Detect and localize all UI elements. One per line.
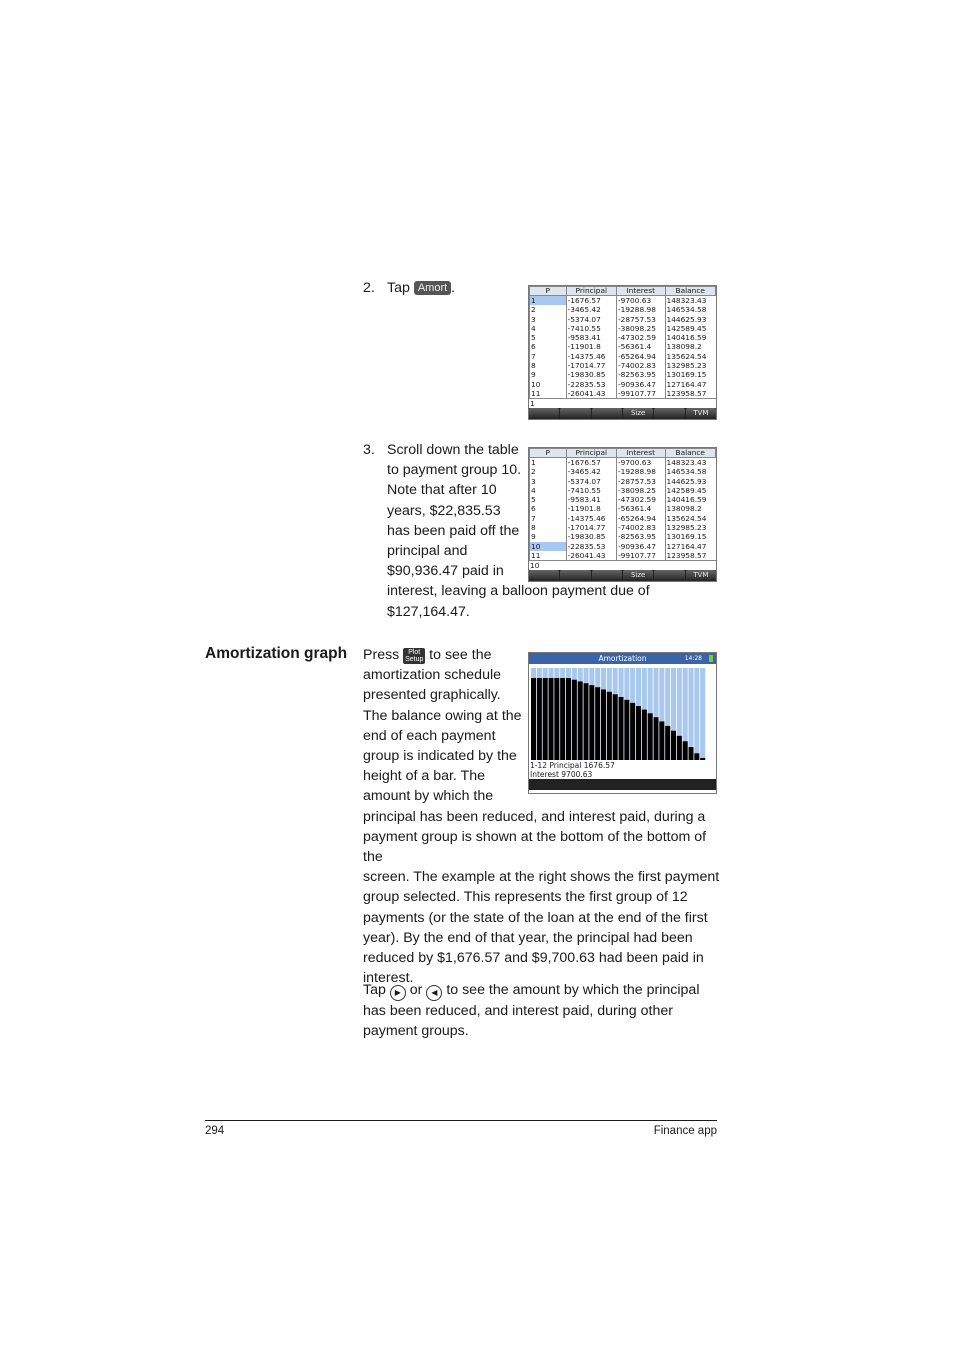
table-row[interactable] xyxy=(530,370,716,379)
tap-line-3: payment groups. xyxy=(363,1023,469,1040)
battery-icon xyxy=(709,655,713,662)
tap-line-1: to see the amount by which the principal xyxy=(446,982,700,998)
step3-line: principal and xyxy=(387,543,468,560)
table-row[interactable] xyxy=(530,467,716,476)
table-cell: -74002.83 xyxy=(616,361,665,370)
table-cell: 2 xyxy=(530,467,567,476)
table-cell: 138098.2 xyxy=(665,342,716,351)
balance-bar[interactable] xyxy=(543,678,548,760)
graph-line: to see the xyxy=(429,647,492,663)
table-cell: 10 xyxy=(530,380,567,389)
graph-line: amortization schedule xyxy=(363,667,502,684)
softkey[interactable] xyxy=(654,570,684,581)
table-cell: -38098.25 xyxy=(616,324,665,333)
table-cell: 127164.47 xyxy=(665,542,716,551)
table-cell: 140416.59 xyxy=(665,495,716,504)
table-cell: 135624.54 xyxy=(665,514,716,523)
balance-bar[interactable] xyxy=(677,736,682,760)
table-cell: -7410.55 xyxy=(566,324,616,333)
table-row[interactable] xyxy=(530,477,716,486)
graph-title-bar xyxy=(529,653,716,664)
left-arrow-key-icon: ◀ xyxy=(426,985,442,1001)
graph-line: payment group is shown at the bottom of the bottom of the xyxy=(363,828,707,866)
step-number: 2. xyxy=(363,280,375,296)
table-cell: -9583.41 xyxy=(566,495,616,504)
amort-key: Amort xyxy=(414,281,451,295)
balance-bar[interactable] xyxy=(549,678,554,760)
table-cell: 130169.15 xyxy=(665,370,716,379)
softkey-menu xyxy=(529,570,716,581)
table-cell: -19830.85 xyxy=(566,370,616,379)
amortization-table-screen-1 xyxy=(528,285,717,420)
table-row[interactable] xyxy=(530,315,716,324)
status-principal: 1-12 Principal 1676.57 xyxy=(530,761,615,770)
balance-bar[interactable] xyxy=(671,731,676,760)
table-cell: -56361.4 xyxy=(616,342,665,351)
plot-key-bottom: Setup xyxy=(405,656,424,663)
table-cell: -19288.98 xyxy=(616,467,665,476)
table-cell: -11901.8 xyxy=(566,342,616,351)
table-row[interactable] xyxy=(530,514,716,523)
graph-line: amount by which the xyxy=(363,788,494,805)
table-cell: -26041.43 xyxy=(566,551,616,560)
table-cell: -82563.95 xyxy=(616,532,665,541)
table-cell: -28757.53 xyxy=(616,315,665,324)
table-cell: 142589.45 xyxy=(665,324,716,333)
table-cell: -22835.53 xyxy=(566,380,616,389)
or-word: or xyxy=(409,982,423,998)
column-header: Principal xyxy=(566,449,616,458)
amortization-table-screen-2 xyxy=(528,447,717,582)
table-cell: 9 xyxy=(530,532,567,541)
tap-word: Tap xyxy=(363,982,386,998)
table-cell: -56361.4 xyxy=(616,504,665,513)
press-word: Press xyxy=(363,647,400,663)
table-cell: -5374.07 xyxy=(566,477,616,486)
table-cell: 4 xyxy=(530,486,567,495)
section-heading: Amortization graph xyxy=(205,645,348,662)
step3-line: Scroll down the table xyxy=(387,442,519,458)
table-cell: -9700.63 xyxy=(616,458,665,468)
step3-line: has been paid off the xyxy=(387,522,520,539)
amortization-graph-screen xyxy=(528,652,717,794)
table-cell: -28757.53 xyxy=(616,477,665,486)
table-row[interactable] xyxy=(530,361,716,370)
softkey[interactable]: TVM xyxy=(686,570,716,581)
step-number: 3. xyxy=(363,442,375,458)
step2-period: . xyxy=(451,280,456,296)
balance-bar[interactable] xyxy=(636,706,641,760)
balance-bar[interactable] xyxy=(595,687,600,760)
table-cell: 4 xyxy=(530,324,567,333)
table-cell: 148323.43 xyxy=(665,296,716,306)
table-cell: 7 xyxy=(530,514,567,523)
table-cell: 3 xyxy=(530,315,567,324)
graph-line: end of each payment xyxy=(363,727,496,744)
table-cell: -82563.95 xyxy=(616,370,665,379)
table-row[interactable] xyxy=(530,458,716,468)
graph-line: group is indicated by the xyxy=(363,748,517,765)
table-cell: 123958.57 xyxy=(665,389,716,398)
table-cell: 138098.2 xyxy=(665,504,716,513)
plot-setup-key-icon xyxy=(403,648,425,664)
column-header: P xyxy=(530,449,567,458)
softkey[interactable] xyxy=(560,408,590,419)
softkey-menu xyxy=(529,408,716,419)
table-cell: -3465.42 xyxy=(566,305,616,314)
step3-line: years, $22,835.53 xyxy=(387,502,501,519)
table-cell: -99107.77 xyxy=(616,551,665,560)
table-cell: 5 xyxy=(530,495,567,504)
table-cell: 130169.15 xyxy=(665,532,716,541)
softkey-menu xyxy=(529,779,716,790)
table-row[interactable] xyxy=(530,532,716,541)
table-cell: 9 xyxy=(530,370,567,379)
table-row[interactable] xyxy=(530,324,716,333)
clock: 14:28 xyxy=(684,655,702,662)
bar-background xyxy=(689,668,694,760)
table-row[interactable] xyxy=(530,486,716,495)
table-row[interactable] xyxy=(530,296,716,306)
table-cell: -65264.94 xyxy=(616,352,665,361)
graph-line: interest. xyxy=(363,970,414,987)
table-cell: 146534.58 xyxy=(665,305,716,314)
table-cell: -5374.07 xyxy=(566,315,616,324)
softkey[interactable] xyxy=(654,408,684,419)
balance-bar[interactable] xyxy=(554,678,559,760)
table-cell: -22835.53 xyxy=(566,542,616,551)
amortization-table xyxy=(529,448,716,560)
amortization-chart xyxy=(529,664,716,761)
table-cell: -65264.94 xyxy=(616,514,665,523)
table-row[interactable] xyxy=(530,542,716,551)
graph-line: presented graphically. xyxy=(363,687,501,704)
bar-background xyxy=(694,668,699,760)
column-header: Interest xyxy=(616,287,665,296)
table-cell: -9583.41 xyxy=(566,333,616,342)
table-cell: -47302.59 xyxy=(616,495,665,504)
step3-line: $127,164.47. xyxy=(387,603,470,620)
table-cell: -19288.98 xyxy=(616,305,665,314)
table-cell: 8 xyxy=(530,361,567,370)
table-row[interactable] xyxy=(530,380,716,389)
status-interest: Interest 9700.63 xyxy=(530,770,593,779)
balance-bar[interactable] xyxy=(572,680,577,760)
balance-bar[interactable] xyxy=(566,678,571,760)
column-header: Balance xyxy=(665,449,716,458)
table-cell: -19830.85 xyxy=(566,532,616,541)
table-cell: -90936.47 xyxy=(616,380,665,389)
softkey[interactable] xyxy=(592,408,622,419)
table-cell: -1676.57 xyxy=(566,458,616,468)
softkey[interactable] xyxy=(529,408,559,419)
table-cell: 127164.47 xyxy=(665,380,716,389)
step3-line: interest, leaving a balloon payment due of xyxy=(387,583,650,600)
table-row[interactable] xyxy=(530,495,716,504)
graph-line: principal has been reduced, and interest paid, during a xyxy=(363,808,706,825)
plot-key-top: Plot xyxy=(408,649,421,656)
softkey[interactable] xyxy=(560,570,590,581)
table-cell: -14375.46 xyxy=(566,352,616,361)
balance-bar[interactable] xyxy=(613,694,618,760)
table-row[interactable] xyxy=(530,333,716,342)
table-cell: -38098.25 xyxy=(616,486,665,495)
step3-line: to payment group 10. xyxy=(387,462,522,479)
balance-bar[interactable] xyxy=(694,753,699,760)
table-cell: 132985.23 xyxy=(665,361,716,370)
graph-line: reduced by $1,676.57 and $9,700.63 had been paid in xyxy=(363,950,704,967)
column-header: P xyxy=(530,287,567,296)
table-row[interactable] xyxy=(530,504,716,513)
column-header: Interest xyxy=(616,449,665,458)
table-cell: -7410.55 xyxy=(566,486,616,495)
graph-line: year). By the end of that year, the principal had been xyxy=(363,929,693,946)
table-cell: 5 xyxy=(530,333,567,342)
table-cell: 140416.59 xyxy=(665,333,716,342)
table-cell: 3 xyxy=(530,477,567,486)
tap-line-2: has been reduced, and interest paid, during other xyxy=(363,1003,673,1019)
table-cell: 142589.45 xyxy=(665,486,716,495)
step2-tap: Tap xyxy=(387,280,410,296)
balance-bar[interactable] xyxy=(531,678,536,760)
table-cell: 144625.93 xyxy=(665,477,716,486)
input-line: 10 xyxy=(529,560,716,570)
balance-bar[interactable] xyxy=(624,700,629,760)
softkey[interactable] xyxy=(592,570,622,581)
input-line: 1 xyxy=(529,398,716,408)
graph-title: Amortization xyxy=(598,654,647,663)
footer-section: Finance app xyxy=(653,1125,717,1137)
footer-rule xyxy=(205,1120,717,1121)
balance-bar[interactable] xyxy=(654,717,659,760)
page-number: 294 xyxy=(205,1125,225,1137)
graph-line: The balance owing at the xyxy=(363,707,522,724)
balance-bar[interactable] xyxy=(700,758,705,760)
tap-paragraph xyxy=(363,980,723,1041)
table-cell: -17014.77 xyxy=(566,523,616,532)
table-row[interactable] xyxy=(530,551,716,560)
balance-bar[interactable] xyxy=(601,689,606,760)
balance-bar[interactable] xyxy=(648,713,653,760)
softkey[interactable]: TVM xyxy=(686,408,716,419)
balance-bar[interactable] xyxy=(665,726,670,760)
table-row[interactable] xyxy=(530,342,716,351)
bar-background xyxy=(700,668,705,760)
table-cell: 2 xyxy=(530,305,567,314)
table-row[interactable] xyxy=(530,305,716,314)
table-cell: 132985.23 xyxy=(665,523,716,532)
balance-bar[interactable] xyxy=(683,741,688,760)
step3-line: Note that after 10 xyxy=(387,482,497,499)
balance-bar[interactable] xyxy=(584,683,589,760)
table-cell: -1676.57 xyxy=(566,296,616,306)
table-cell: 144625.93 xyxy=(665,315,716,324)
table-cell: 1 xyxy=(530,296,567,306)
table-cell: 1 xyxy=(530,458,567,468)
softkey[interactable]: Size xyxy=(623,570,653,581)
table-cell: -90936.47 xyxy=(616,542,665,551)
balance-bar[interactable] xyxy=(589,685,594,760)
table-row[interactable] xyxy=(530,389,716,398)
table-cell: 10 xyxy=(530,542,567,551)
table-cell: 6 xyxy=(530,342,567,351)
table-row[interactable] xyxy=(530,523,716,532)
graph-line: height of a bar. The xyxy=(363,768,485,785)
balance-bar[interactable] xyxy=(560,678,565,760)
graph-line: screen. The example at the right shows the first payment xyxy=(363,869,720,886)
step2-text xyxy=(387,278,455,298)
balance-bar[interactable] xyxy=(630,703,635,760)
table-cell: -99107.77 xyxy=(616,389,665,398)
softkey[interactable] xyxy=(529,570,559,581)
table-cell: -17014.77 xyxy=(566,361,616,370)
table-cell: 135624.54 xyxy=(665,352,716,361)
table-cell: 7 xyxy=(530,352,567,361)
table-cell: 11 xyxy=(530,551,567,560)
amortization-table xyxy=(529,286,716,398)
balance-bar[interactable] xyxy=(642,710,647,760)
balance-bar[interactable] xyxy=(689,747,694,760)
table-cell: -14375.46 xyxy=(566,514,616,523)
table-cell: 146534.58 xyxy=(665,467,716,476)
table-row[interactable] xyxy=(530,352,716,361)
table-cell: -26041.43 xyxy=(566,389,616,398)
balance-bar[interactable] xyxy=(537,678,542,760)
column-header: Balance xyxy=(665,287,716,296)
balance-bar[interactable] xyxy=(607,692,612,760)
table-cell: 8 xyxy=(530,523,567,532)
table-cell: -74002.83 xyxy=(616,523,665,532)
column-header: Principal xyxy=(566,287,616,296)
table-cell: 148323.43 xyxy=(665,458,716,468)
table-cell: -11901.8 xyxy=(566,504,616,513)
balance-bar[interactable] xyxy=(578,681,583,760)
graph-line: group selected. This represents the first group of 12 xyxy=(363,889,688,906)
table-cell: -9700.63 xyxy=(616,296,665,306)
table-cell: 6 xyxy=(530,504,567,513)
table-cell: -47302.59 xyxy=(616,333,665,342)
graph-line: payments (or the state of the loan at the end of the first xyxy=(363,909,708,926)
balance-bar[interactable] xyxy=(659,721,664,760)
table-cell: -3465.42 xyxy=(566,467,616,476)
right-arrow-key-icon: ▶ xyxy=(390,985,406,1001)
table-cell: 11 xyxy=(530,389,567,398)
step3-line: $90,936.47 paid in xyxy=(387,563,504,580)
balance-bar[interactable] xyxy=(619,697,624,760)
softkey[interactable]: Size xyxy=(623,408,653,419)
table-cell: 123958.57 xyxy=(665,551,716,560)
